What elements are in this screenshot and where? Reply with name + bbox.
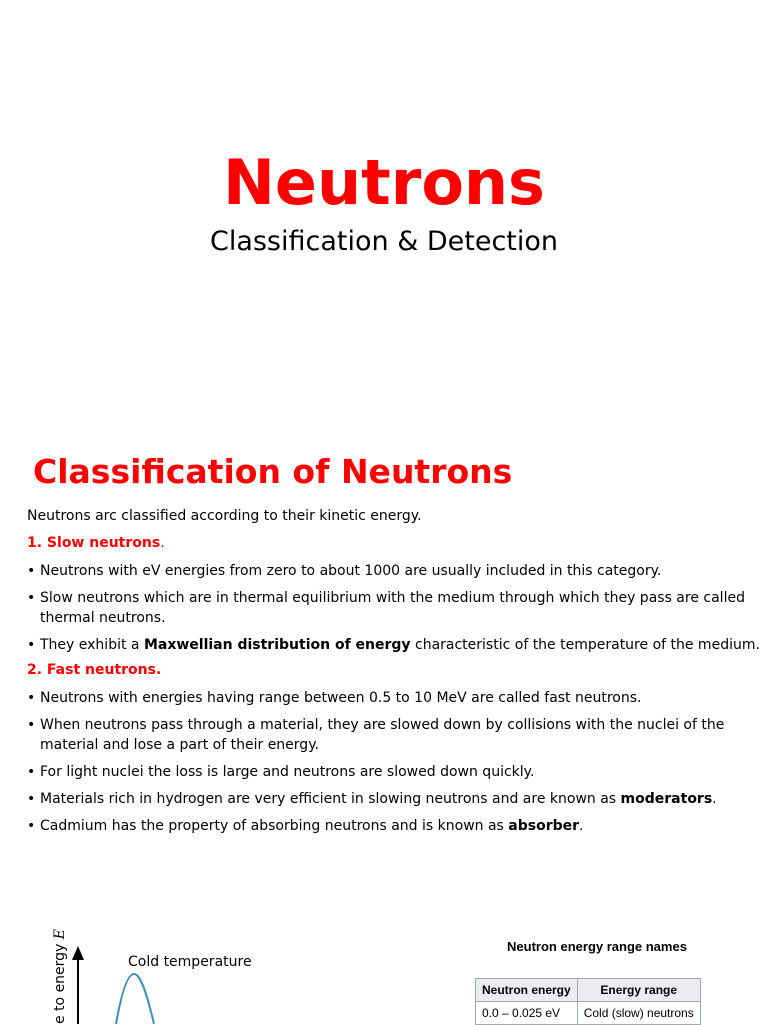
intro-text: Neutrons arc classified according to their kinetic energy. — [27, 508, 422, 524]
fast-neutrons-heading: 2. Fast neutrons. — [27, 662, 162, 678]
list-item: • Cadmium has the property of absorbing neutrons and is known as absorber. — [27, 816, 762, 836]
curve-line — [116, 974, 154, 1024]
energy-range-table — [475, 978, 701, 1025]
fast-neutrons-list — [27, 688, 762, 843]
column-header: Neutron energy — [476, 979, 578, 1002]
list-item: • They exhibit a Maxwellian distribution of energy characteristic of the temperature of the medium. — [27, 635, 762, 655]
slow-neutrons-heading: 1. Slow neutrons. — [27, 535, 165, 551]
slow-neutrons-list — [27, 561, 762, 662]
curve-label: Cold temperature — [128, 954, 252, 970]
table-cell: Cold (slow) neutrons — [577, 1002, 700, 1025]
section-heading: Classification of Neutrons — [33, 452, 513, 491]
maxwellian-curve-figure — [0, 920, 320, 1024]
table-row — [476, 1002, 701, 1025]
list-item: • Neutrons with eV energies from zero to about 1000 are usually included in this category. — [27, 561, 762, 581]
table-header-row — [476, 979, 701, 1002]
table-cell: 0.0 – 0.025 eV — [476, 1002, 578, 1025]
slide-title: Neutrons — [223, 146, 545, 219]
list-item: • Slow neutrons which are in thermal equilibrium with the medium through which they pass are called thermal neutrons. — [27, 588, 762, 628]
list-item: • For light nuclei the loss is large and neutrons are slowed down quickly. — [27, 762, 762, 782]
list-item: • When neutrons pass through a material, they are slowed down by collisions with the nuclei of the material and lose a part of their energy. — [27, 715, 762, 755]
y-axis-arrow-icon — [72, 946, 84, 960]
list-item: • Neutrons with energies having range between 0.5 to 10 MeV are called fast neutrons. — [27, 688, 762, 708]
table-caption: Neutron energy range names — [507, 939, 687, 954]
list-item: • Materials rich in hydrogen are very efficient in slowing neutrons and are known as moderators. — [27, 789, 762, 809]
column-header: Energy range — [577, 979, 700, 1002]
slide-subtitle: Classification & Detection — [209, 226, 559, 257]
y-axis-label: e to energy E — [52, 928, 68, 1024]
